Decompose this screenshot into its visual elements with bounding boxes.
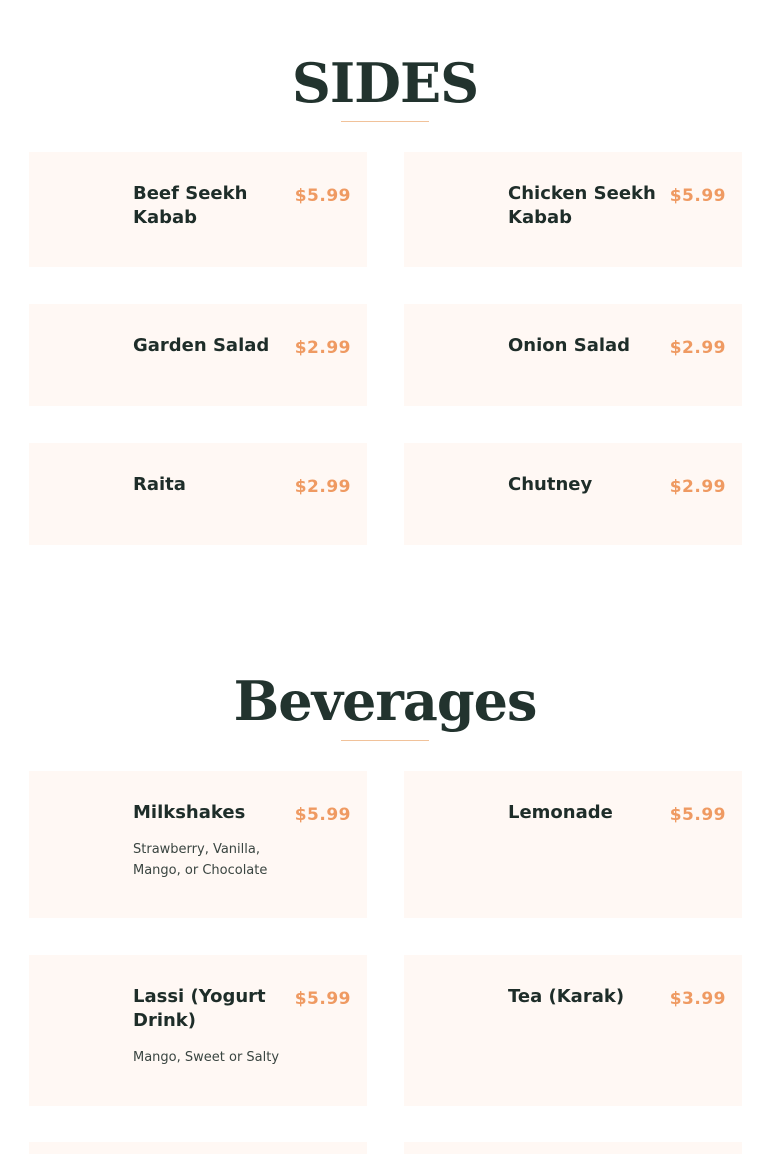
item-name: Onion Salad bbox=[508, 335, 631, 356]
menu-item-card[interactable] bbox=[29, 304, 367, 406]
item-name: Beef Seekh Kabab bbox=[133, 183, 248, 228]
item-name: Raita bbox=[133, 474, 186, 495]
sides-section-title: SIDES bbox=[291, 51, 479, 115]
item-name: Lemonade bbox=[508, 802, 613, 823]
beverages-title-divider bbox=[341, 740, 429, 741]
item-price: $2.99 bbox=[294, 338, 351, 358]
item-price: $2.99 bbox=[294, 477, 351, 497]
menu-item-card[interactable] bbox=[404, 955, 742, 1106]
menu-item-card[interactable] bbox=[29, 1142, 367, 1154]
menu-item-card[interactable] bbox=[404, 443, 742, 545]
menu-item-card[interactable] bbox=[404, 771, 742, 918]
sides-title-divider bbox=[341, 121, 429, 122]
menu-item-card[interactable] bbox=[404, 1142, 742, 1154]
item-name: Tea (Karak) bbox=[508, 986, 625, 1007]
item-price: $2.99 bbox=[669, 477, 726, 497]
item-price: $2.99 bbox=[669, 338, 726, 358]
item-name: Chutney bbox=[508, 474, 593, 495]
menu-item-card[interactable] bbox=[29, 443, 367, 545]
item-description: Mango, Sweet or Salty bbox=[133, 1050, 280, 1065]
item-price: $5.99 bbox=[294, 186, 351, 206]
item-price: $5.99 bbox=[294, 805, 351, 825]
item-price: $5.99 bbox=[669, 186, 726, 206]
item-name: Lassi (Yogurt Drink) bbox=[133, 986, 266, 1031]
item-price: $5.99 bbox=[669, 805, 726, 825]
item-name: Milkshakes bbox=[133, 802, 246, 823]
menu-item-card[interactable] bbox=[29, 771, 367, 918]
item-description: Strawberry, Vanilla, Mango, or Chocolate bbox=[133, 842, 268, 878]
beverages-section-title: Beverages bbox=[233, 669, 537, 733]
menu-item-card[interactable] bbox=[404, 152, 742, 267]
menu-item-card[interactable] bbox=[404, 304, 742, 406]
item-price: $3.99 bbox=[669, 989, 726, 1009]
menu-item-card[interactable] bbox=[29, 955, 367, 1106]
menu-item-card[interactable] bbox=[29, 152, 367, 267]
item-price: $5.99 bbox=[294, 989, 351, 1009]
item-name: Garden Salad bbox=[133, 335, 270, 356]
item-name: Chicken Seekh Kabab bbox=[508, 183, 656, 228]
